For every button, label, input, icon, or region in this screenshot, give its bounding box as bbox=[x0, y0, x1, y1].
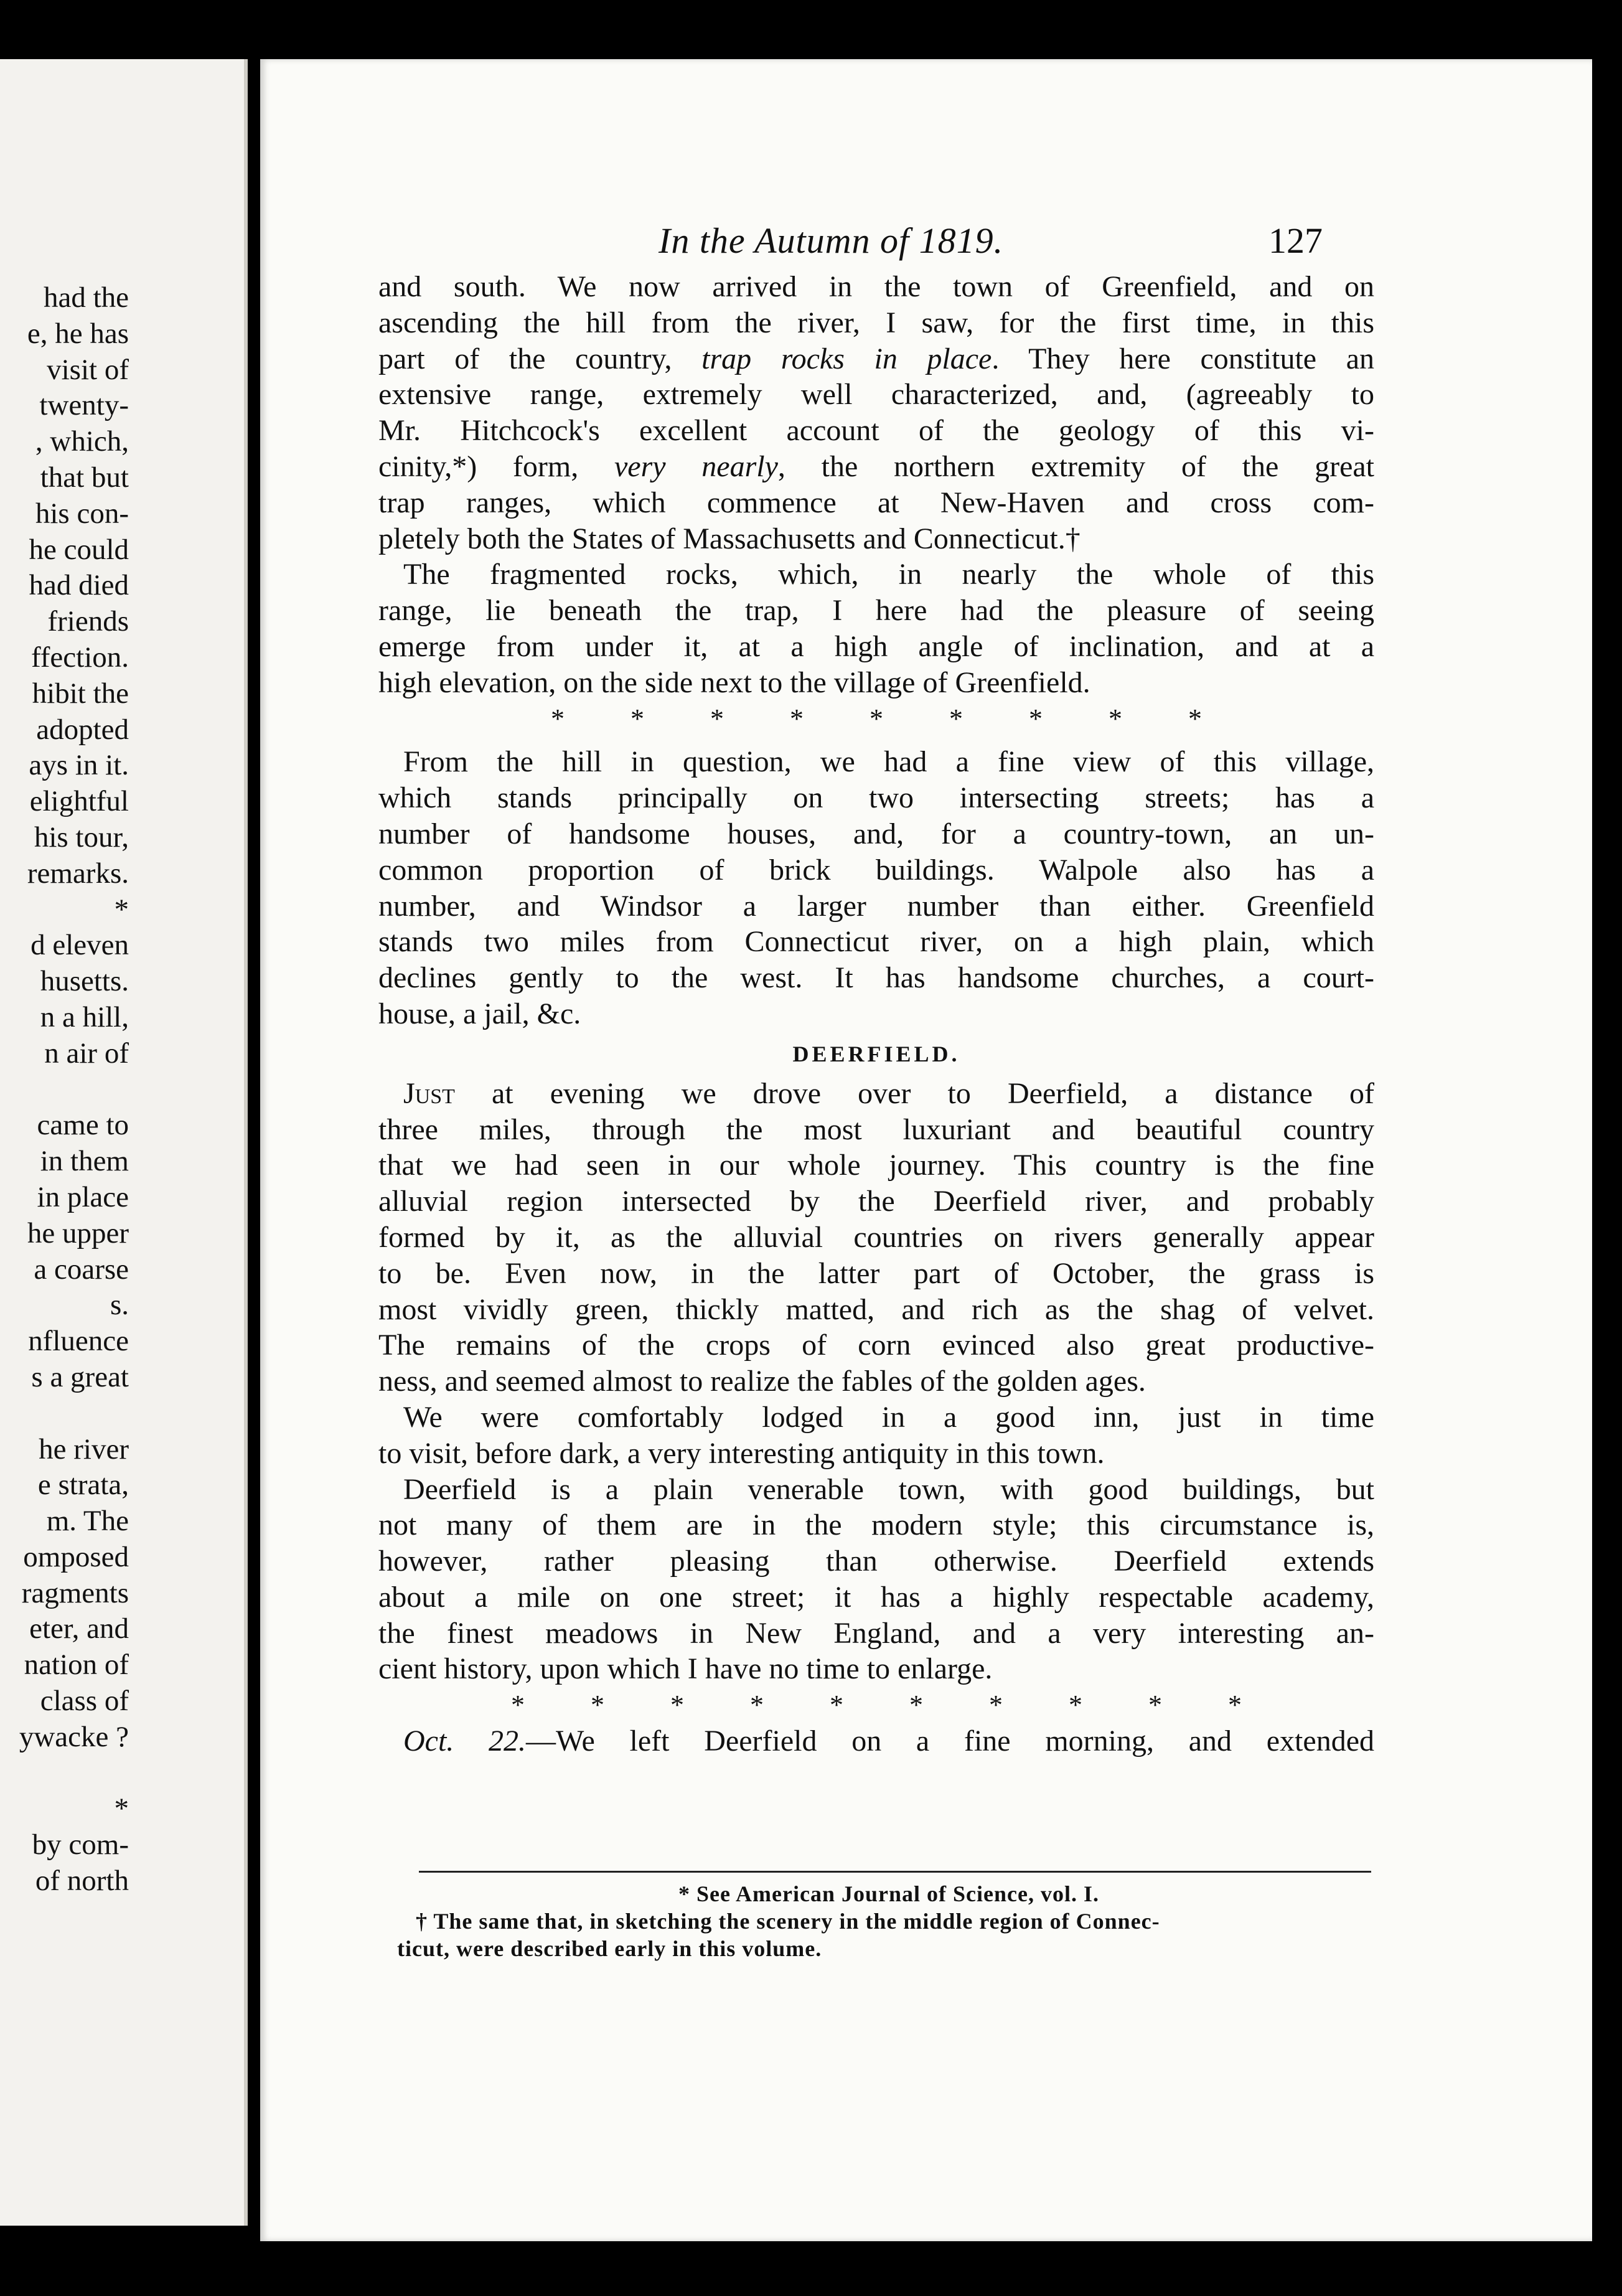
paragraph-village-view bbox=[378, 744, 1374, 1032]
left-page-line: d eleven bbox=[30, 929, 129, 962]
left-page-line: ywacke ? bbox=[19, 1720, 129, 1753]
left-page-line: in place bbox=[37, 1180, 129, 1213]
page-number: 127 bbox=[1268, 220, 1323, 261]
text-line: alluvial region intersected by the Deerfield river, and probably bbox=[378, 1185, 1374, 1218]
text-line: most vividly green, thickly matted, and rich as the shag of velvet. bbox=[378, 1292, 1374, 1326]
left-page-line: that but bbox=[40, 461, 129, 494]
text-line: From the hill in question, we had a fine view of this village, bbox=[403, 745, 1374, 779]
footnote-rule bbox=[419, 1871, 1371, 1873]
left-page-line: had the bbox=[43, 281, 129, 314]
footnote-2-line-1: † The same that, in sketching the scenery in the middle region of Connec- bbox=[416, 1909, 1160, 1934]
spacer bbox=[378, 736, 1374, 744]
text-line: We were comfortably lodged in a good inn, just in time bbox=[403, 1400, 1374, 1434]
first-word: Just bbox=[403, 1076, 455, 1110]
left-page-line bbox=[0, 1072, 129, 1108]
text-line bbox=[378, 1076, 1374, 1112]
left-page-line: had died bbox=[29, 569, 129, 602]
left-page-line: adopted bbox=[36, 713, 129, 746]
left-page-line: visit of bbox=[47, 353, 129, 386]
text-line: stands two miles from Connecticut river, on a high plain, which bbox=[378, 925, 1374, 959]
left-page-line: nation of bbox=[24, 1649, 129, 1682]
date-label: Oct. 22. bbox=[403, 1724, 527, 1758]
left-page-line: came to bbox=[37, 1109, 129, 1142]
text-line: The fragmented rocks, which, in nearly the whole of this bbox=[403, 558, 1374, 591]
running-title: In the Autumn of 1819. bbox=[659, 220, 1004, 261]
text-line: three miles, through the most luxuriant and beautiful country bbox=[378, 1113, 1374, 1146]
text-line: ascending the hill from the river, I saw, for the first time, in this bbox=[378, 306, 1374, 339]
text-line: emerge from under it, at a high angle of inclination, and at a bbox=[378, 629, 1374, 663]
left-page-line: of north bbox=[35, 1865, 129, 1898]
left-page-line: friends bbox=[47, 605, 129, 638]
left-page-line: s a great bbox=[31, 1360, 129, 1393]
left-page-line: nfluence bbox=[28, 1325, 129, 1358]
text-line: part of the country, trap rocks in place. They here constitute an bbox=[378, 342, 1374, 375]
footnotes bbox=[397, 1880, 1381, 1962]
left-page-line: by com- bbox=[32, 1828, 129, 1861]
text-line: cient history, upon which I have no time to enlarge. bbox=[378, 1652, 993, 1686]
book-page bbox=[260, 59, 1592, 2241]
left-page-line: ays in it. bbox=[29, 749, 129, 782]
paragraph-fragmented-rocks bbox=[378, 557, 1374, 700]
left-page-line: he river bbox=[39, 1433, 129, 1466]
left-page-line: he could bbox=[29, 533, 129, 566]
text-line: house, a jail, &c. bbox=[378, 997, 581, 1030]
paragraph-deerfield-town bbox=[378, 1472, 1374, 1688]
paragraph-lodging bbox=[378, 1400, 1374, 1472]
paragraph-greenfield-arrival bbox=[378, 269, 1374, 557]
left-page-line: his con- bbox=[35, 497, 129, 530]
text-line: high elevation, on the side next to the village of Greenfield. bbox=[378, 666, 1090, 699]
text-line bbox=[378, 1723, 1374, 1759]
text-line: to visit, before dark, a very interesting antiquity in this town. bbox=[378, 1436, 1105, 1470]
left-page-line: * bbox=[114, 893, 129, 926]
left-page-line: omposed bbox=[23, 1540, 129, 1573]
text-line: trap ranges, which commence at New-Haven and cross com- bbox=[378, 486, 1374, 519]
left-page-line: hibit the bbox=[32, 677, 129, 710]
left-page-line: n a hill, bbox=[40, 1000, 129, 1033]
left-page-line: his tour, bbox=[34, 821, 129, 854]
text-line: common proportion of brick buildings. Walpole also has a bbox=[378, 853, 1374, 887]
text-line: pletely both the States of Massachusetts and Connecticut.† bbox=[378, 522, 1081, 555]
text-line: extensive range, extremely well characterized, and, (agreeably to bbox=[378, 378, 1374, 412]
text-line: Deerfield is a plain venerable town, with good buildings, but bbox=[403, 1472, 1374, 1506]
section-break-stars: * * * * * * * * * * bbox=[511, 1690, 1242, 1721]
text-line: number of handsome houses, and, for a country-town, an un- bbox=[378, 817, 1374, 850]
running-head bbox=[260, 220, 1592, 265]
footnote-1: * See American Journal of Science, vol. I. bbox=[678, 1881, 1099, 1906]
line-rest: —We left Deerfield on a fine morning, and extended bbox=[526, 1724, 1374, 1758]
text-line: number, and Windsor a larger number than either. Greenfield bbox=[378, 889, 1374, 923]
left-page-line: eter, and bbox=[29, 1612, 129, 1645]
section-break-stars: * * * * * * * * * bbox=[551, 703, 1202, 734]
left-facing-page bbox=[0, 59, 248, 2226]
left-page-line: class of bbox=[40, 1685, 129, 1718]
text-line: about a mile on one street; it has a highly respectable academy, bbox=[378, 1580, 1374, 1614]
text-line: The remains of the crops of corn evinced also great productive- bbox=[378, 1329, 1374, 1362]
left-page-line: m. The bbox=[46, 1505, 129, 1538]
left-page-line: he upper bbox=[27, 1216, 129, 1249]
left-page-line: husetts. bbox=[40, 965, 129, 998]
text-line: however, rather pleasing than otherwise. Deerfield extends bbox=[378, 1545, 1374, 1578]
text-line: which stands principally on two intersecting streets; has a bbox=[378, 781, 1374, 815]
text-line: declines gently to the west. It has handsome churches, a court- bbox=[378, 961, 1374, 995]
body-text bbox=[378, 269, 1374, 1759]
text-line: and south. We now arrived in the town of Greenfield, and on bbox=[378, 270, 1374, 303]
section-heading-deerfield: DEERFIELD. bbox=[792, 1041, 960, 1066]
left-page-line: , which, bbox=[35, 425, 129, 458]
text-line: Mr. Hitchcock's excellent account of the geology of this vi- bbox=[378, 414, 1374, 448]
left-page-line: s. bbox=[110, 1289, 129, 1322]
text-line: the finest meadows in New England, and a very interesting an- bbox=[378, 1616, 1374, 1650]
line-rest: at evening we drove over to Deerfield, a distance of bbox=[454, 1076, 1374, 1110]
left-page-line: ragments bbox=[21, 1576, 129, 1609]
left-page-line: a coarse bbox=[34, 1253, 129, 1286]
left-page-line bbox=[0, 1396, 129, 1432]
left-page-line: elightful bbox=[29, 785, 129, 818]
text-line: ness, and seemed almost to realize the fables of the golden ages. bbox=[378, 1365, 1146, 1398]
left-page-text bbox=[0, 280, 129, 1899]
left-page-line: ffection. bbox=[30, 641, 129, 674]
left-page-line bbox=[0, 1756, 129, 1792]
text-line: to be. Even now, in the latter part of October, the grass is bbox=[378, 1256, 1374, 1290]
paragraph-oct-22 bbox=[378, 1723, 1374, 1759]
left-page-line: remarks. bbox=[27, 857, 129, 890]
left-page-line: * bbox=[114, 1792, 129, 1825]
left-page-line: twenty- bbox=[39, 389, 129, 422]
paragraph-deerfield-arrival bbox=[378, 1076, 1374, 1400]
left-page-line: e strata, bbox=[37, 1469, 129, 1502]
text-line: cinity,*) form, very nearly, the northern extremity of the great bbox=[378, 449, 1375, 483]
footnote-2-line-2: ticut, were described early in this volume. bbox=[397, 1936, 822, 1961]
left-page-line: n air of bbox=[44, 1037, 129, 1070]
text-line: range, lie beneath the trap, I here had the pleasure of seeing bbox=[378, 594, 1374, 628]
left-page-line: in them bbox=[40, 1145, 129, 1178]
left-page-line: e, he has bbox=[27, 317, 129, 350]
text-line: not many of them are in the modern style; this circumstance is, bbox=[378, 1508, 1374, 1542]
text-line: that we had seen in our whole journey. This country is the fine bbox=[378, 1149, 1374, 1182]
text-line: formed by it, as the alluvial countries on rivers generally appear bbox=[378, 1220, 1374, 1254]
